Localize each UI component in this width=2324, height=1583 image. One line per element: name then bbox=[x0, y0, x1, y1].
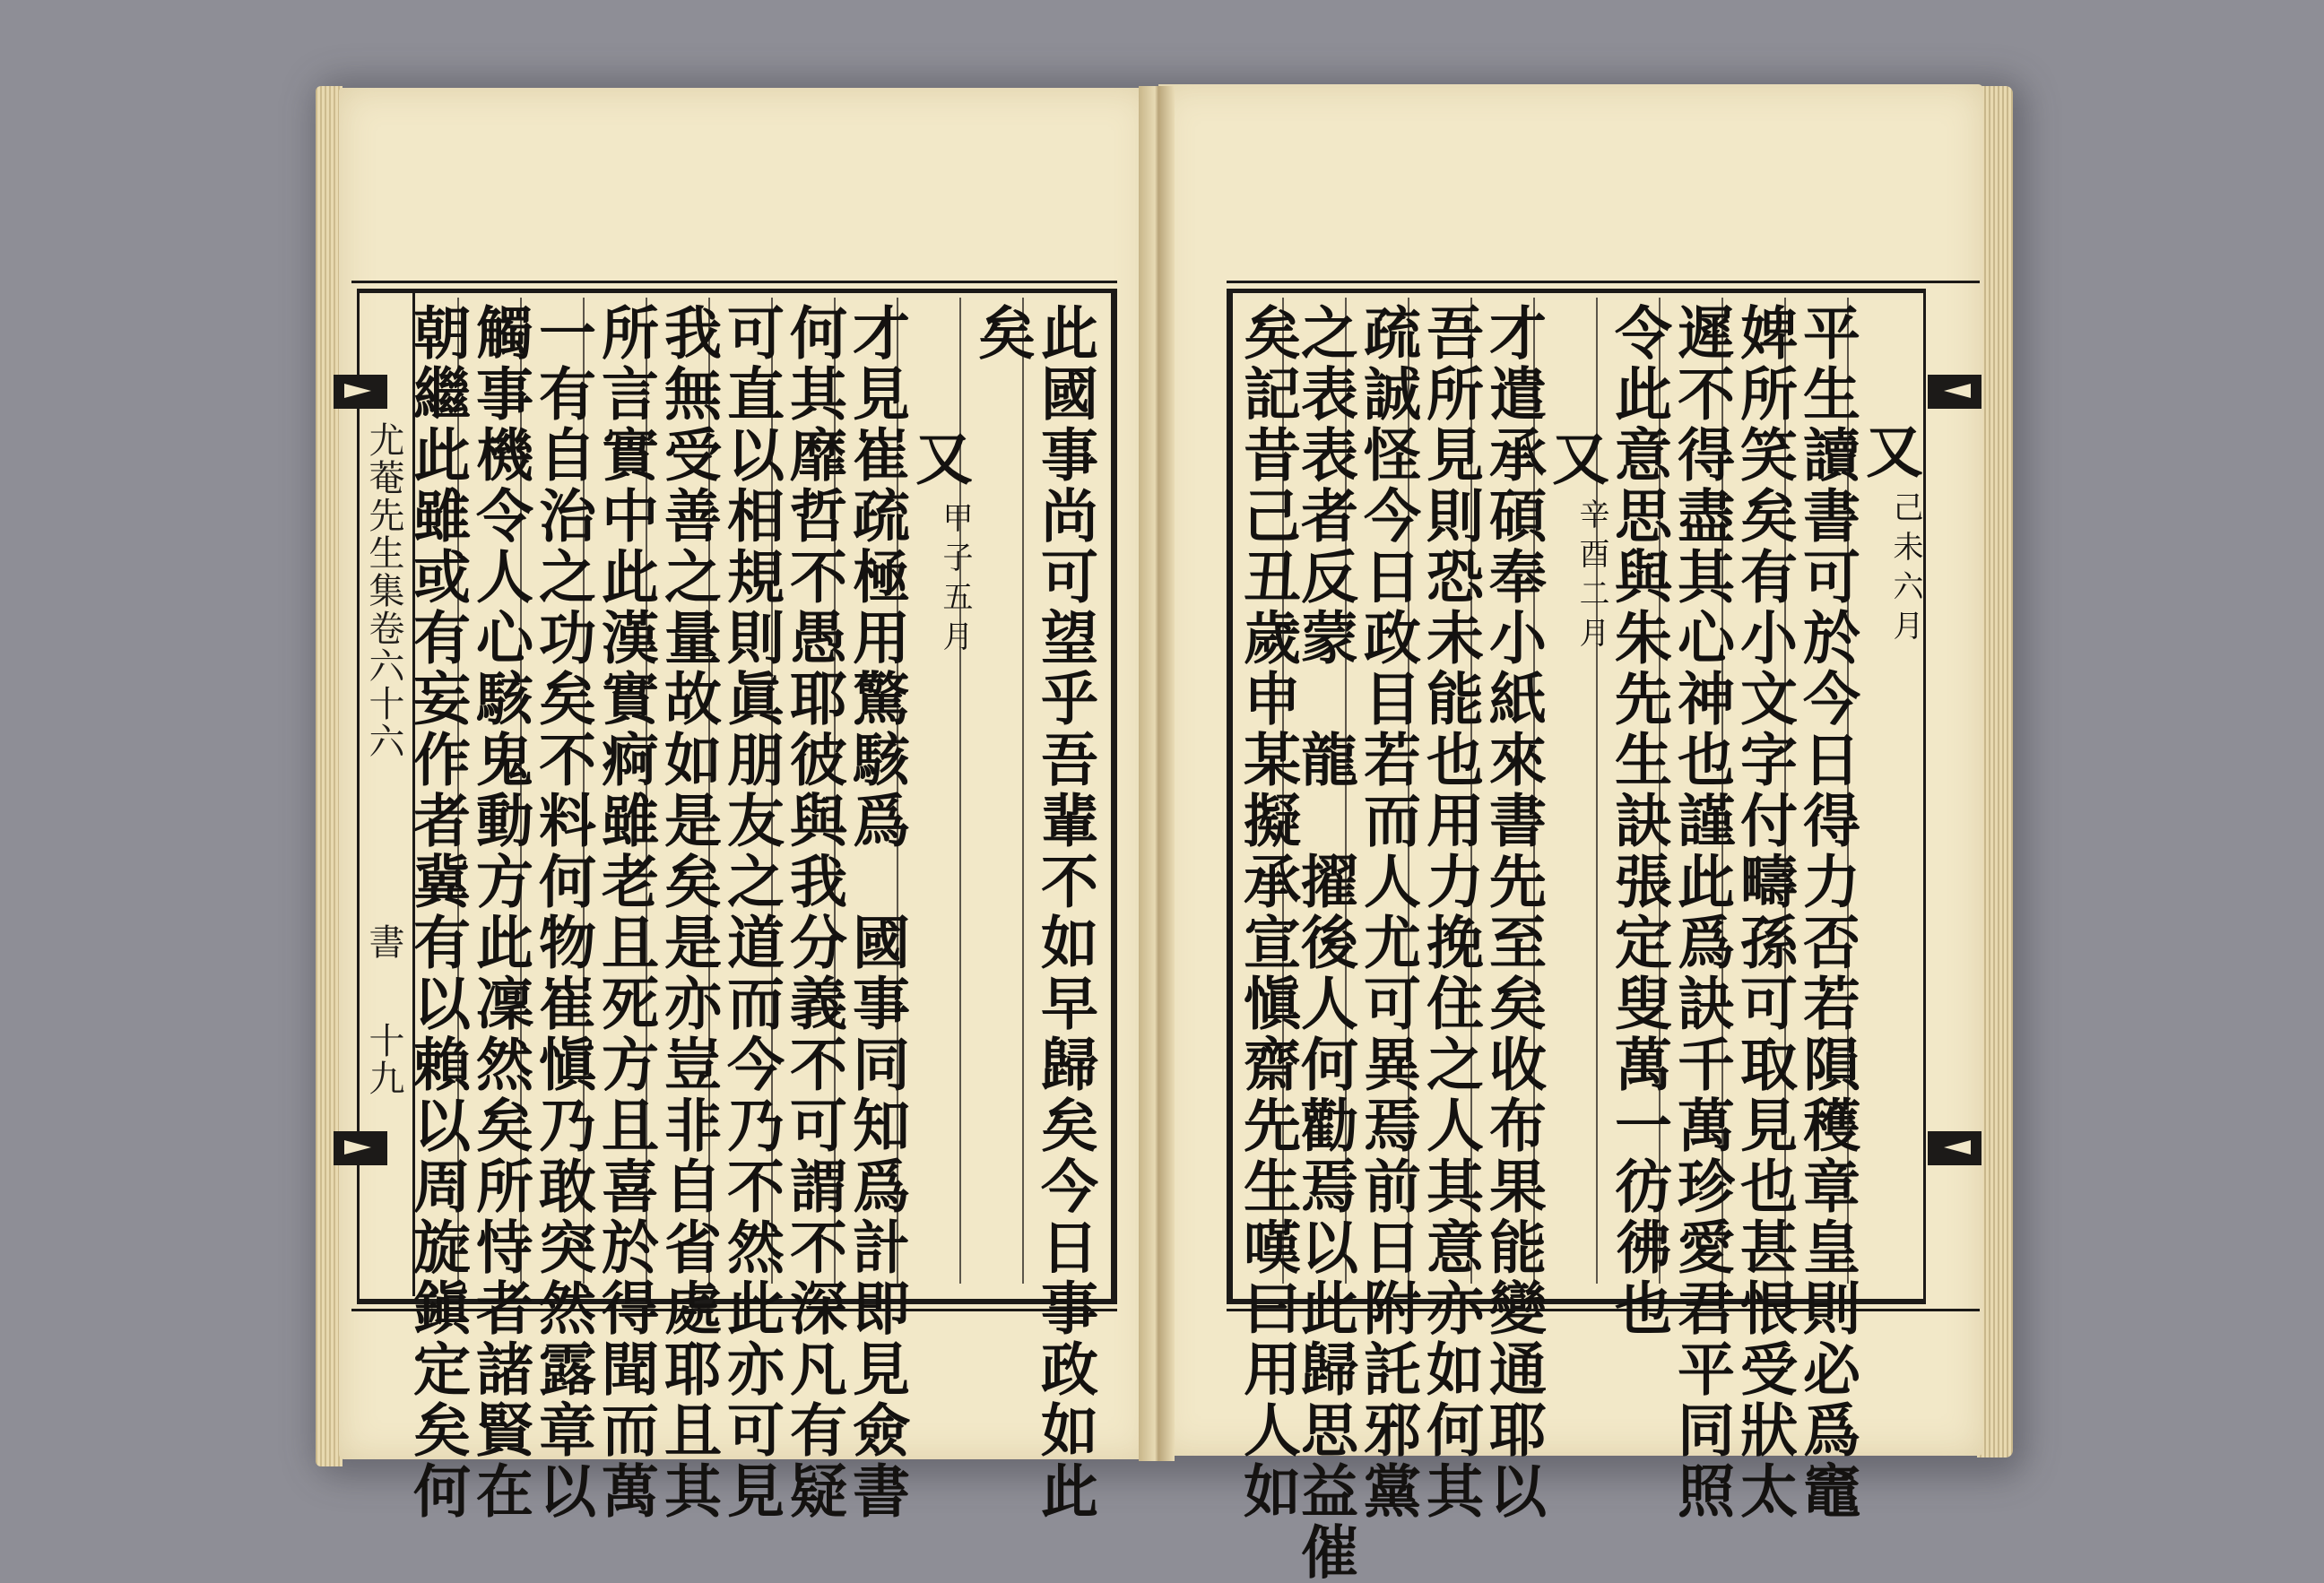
text-column: 婢所笑矣有小文字付疇孫可取見也甚恨受狀太 bbox=[1730, 303, 1798, 1522]
text-column: 才見崔疏極用驚駭爲 國事同知爲計即見僉書 bbox=[843, 303, 910, 1522]
page-number: 十九 bbox=[363, 1022, 404, 1097]
text-column: 遲不得盡其心神也謹此爲訣千萬珍愛君平同照 bbox=[1668, 303, 1735, 1522]
text-column: 所言實中此漢實痾雖老且死方且喜於得聞而萬 bbox=[592, 303, 659, 1522]
letter-heading: 又 bbox=[1856, 421, 1923, 482]
letter-heading: 又 bbox=[1542, 428, 1609, 489]
text-column: 何其靡哲不愚耶彼與我分義不可謂不深凡有疑 bbox=[780, 303, 847, 1522]
text-column: 令此意思與朱先生訣張定叟萬一彷彿也 bbox=[1605, 303, 1672, 1339]
text-column: 此國事尚可望乎吾輩不如早歸矣今日事政如此 bbox=[1031, 303, 1098, 1522]
text-column: 朝繼此雖或有妄作者冀有以賴以周旋鎭定矣何 bbox=[403, 303, 471, 1522]
text-column: 吾所見則恐未能也用力挽住之人其意亦如何其 bbox=[1417, 303, 1484, 1522]
upper-fish-tail-mark bbox=[334, 375, 387, 409]
lower-fish-tail-mark-right bbox=[1928, 1131, 1981, 1165]
letter-date: 甲子五月 bbox=[937, 502, 973, 660]
text-column: 平生讀書可於今日得力否若隕穫章皇則必爲竈 bbox=[1793, 303, 1860, 1522]
section-label: 書 bbox=[363, 923, 404, 961]
book-gutter bbox=[1139, 86, 1175, 1461]
text-column: 之表表者反蒙 龍 擢後人何勸焉以此歸思益催 bbox=[1291, 303, 1358, 1583]
book-title: 尤菴先生集卷六十六 bbox=[363, 421, 404, 760]
text-column: 一有自治之功矣不料何物崔愼乃敢突然露章以 bbox=[529, 303, 596, 1522]
upper-fish-tail-mark-right bbox=[1928, 375, 1981, 409]
letter-heading: 又 bbox=[906, 428, 973, 489]
text-column: 矣 bbox=[968, 303, 1036, 364]
text-column: 疏誠怪今日政目若而人尤可異焉前日附託邪黨 bbox=[1354, 303, 1421, 1522]
text-column: 我無受善之量故如是矣是亦豈非自省處耶且其 bbox=[655, 303, 722, 1522]
text-column: 觸事機令人心駭鬼動方此凜然矣所恃者諸賢在 bbox=[466, 303, 533, 1522]
text-column: 才遣承碩奉小紙來書先至矣收布果能變通耶以 bbox=[1479, 303, 1547, 1522]
letter-date: 辛酉二月 bbox=[1574, 498, 1609, 656]
text-column: 可直以相規則眞朋友之道而今乃不然此亦可見 bbox=[717, 303, 785, 1522]
letter-date: 己未六月 bbox=[1887, 491, 1923, 649]
text-column: 矣記昔己丑歲申某擬承宣愼齋先生嘆曰用人如 bbox=[1234, 303, 1301, 1522]
lower-fish-tail-mark bbox=[334, 1131, 387, 1165]
